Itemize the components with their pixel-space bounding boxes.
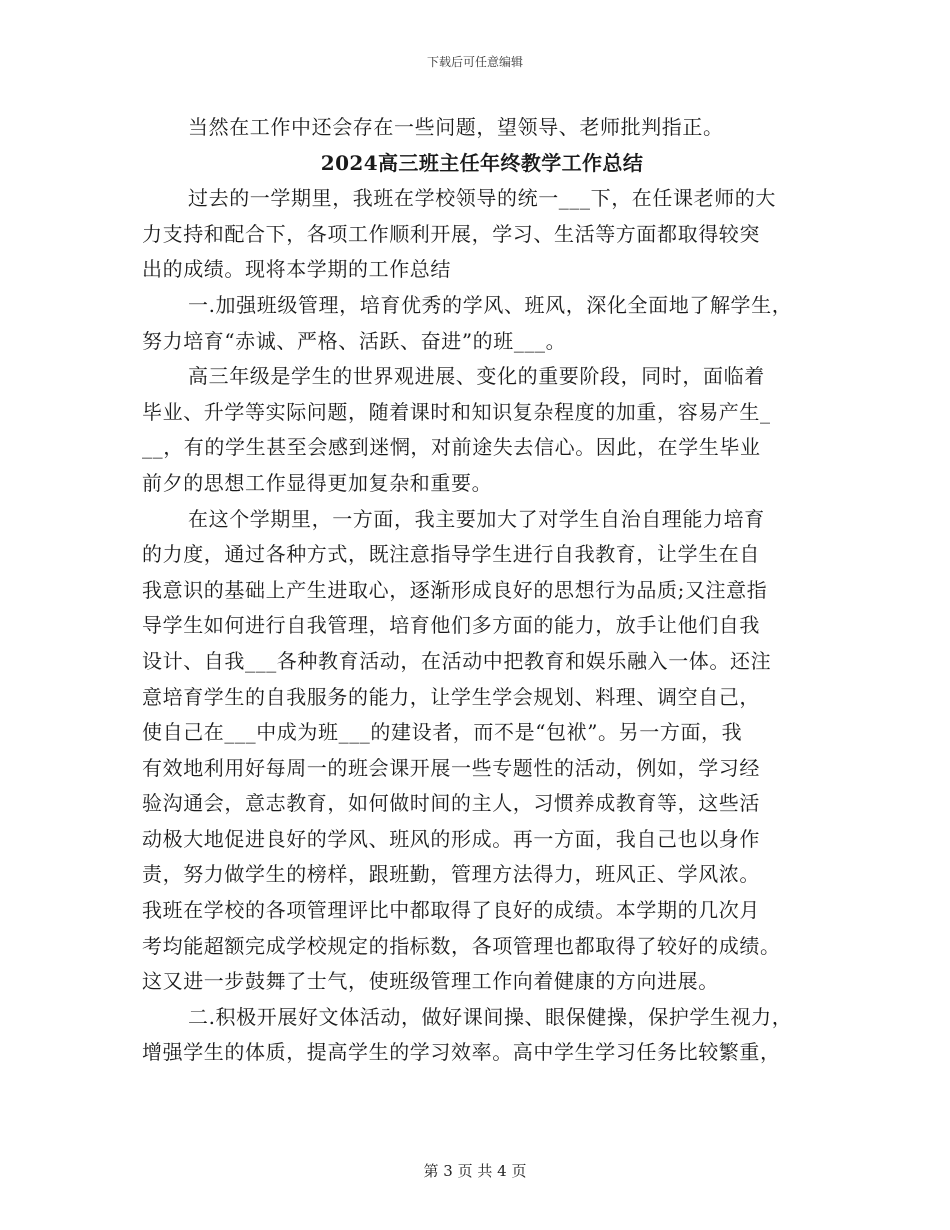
paragraph-line: 验沟通会，意志教育，如何做时间的主人，习惯养成教育等，这些活 <box>142 791 760 816</box>
paragraph-line: 高三年级是学生的世界观进展、变化的重要阶段，同时，面临着 <box>188 364 765 389</box>
paragraph-line: 出的成绩。现将本学期的工作总结 <box>142 257 451 282</box>
paragraph-line: 当然在工作中还会存在一些问题，望领导、老师批判指正。 <box>188 115 724 139</box>
paragraph-line: 动极大地促进良好的学风、班风的形成。再一方面，我自己也以身作 <box>142 826 760 851</box>
page-number: 第 3 页 共 4 页 <box>423 1162 527 1180</box>
paragraph-line: 有效地利用好每周一的班会课开展一些专题性的活动，例如，学习经 <box>142 755 760 780</box>
header-note: 下载后可任意编辑 <box>426 55 523 69</box>
paragraph-line: 我班在学校的各项管理评比中都取得了良好的成绩。本学期的几次月 <box>142 898 760 923</box>
paragraph-line: 在这个学期里，一方面，我主要加大了对学生自治自理能力培育 <box>188 506 765 531</box>
document-body <box>142 110 822 1071</box>
paragraph-line: 考均能超额完成学校规定的指标数，各项管理也都取得了较好的成绩。 <box>142 933 781 958</box>
paragraph-line: 一.加强班级管理，培育优秀的学风、班风，深化全面地了解学生， <box>188 292 793 317</box>
paragraph-line: __，有的学生甚至会感到迷惘，对前途失去信心。因此，在学生毕业 <box>142 435 761 460</box>
paragraph-line: 的力度，通过各种方式，既注意指导学生进行自我教育，让学生在自 <box>142 542 760 567</box>
paragraph-line: 责，努力做学生的榜样，跟班勤，管理方法得力，班风正、学风浓。 <box>142 862 760 887</box>
paragraph-line: 导学生如何进行自我管理，培育他们多方面的能力，放手让他们自我 <box>142 613 760 638</box>
paragraph-line: 设计、自我___各种教育活动，在活动中把教育和娱乐融入一体。还注 <box>142 648 772 673</box>
paragraph-line: 我意识的基础上产生进取心，逐渐形成良好的思想行为品质;又注意指 <box>142 577 768 602</box>
paragraph-line: 这又进一步鼓舞了士气，使班级管理工作向着健康的方向进展。 <box>142 969 719 994</box>
paragraph-line: 努力培育“赤诚、严格、活跃、奋进”的班___。 <box>142 328 567 353</box>
paragraph-line: 二.积极开展好文体活动，做好课间操、眼保健操，保护学生视力， <box>188 1004 793 1029</box>
paragraph-line: 毕业、升学等实际问题，随着课时和知识复杂程度的加重，容易产生_ <box>142 399 771 424</box>
paragraph-line: 增强学生的体质，提高学生的学习效率。高中学生学习任务比较繁重， <box>142 1040 781 1065</box>
paragraph-line: 力支持和配合下，各项工作顺利开展，学习、生活等方面都取得较突 <box>142 221 760 246</box>
document-title: 2024高三班主任年终教学工作总结 <box>320 150 644 175</box>
paragraph-line: 使自己在___中成为班___的建设者，而不是“包袱”。另一方面，我 <box>142 720 743 745</box>
paragraph-line: 过去的一学期里，我班在学校领导的统一___下，在任课老师的大 <box>188 186 776 211</box>
paragraph-line: 意培育学生的自我服务的能力，让学生学会规划、料理、调空自己， <box>142 684 760 709</box>
paragraph-line: 前夕的思想工作显得更加复杂和重要。 <box>142 470 493 495</box>
